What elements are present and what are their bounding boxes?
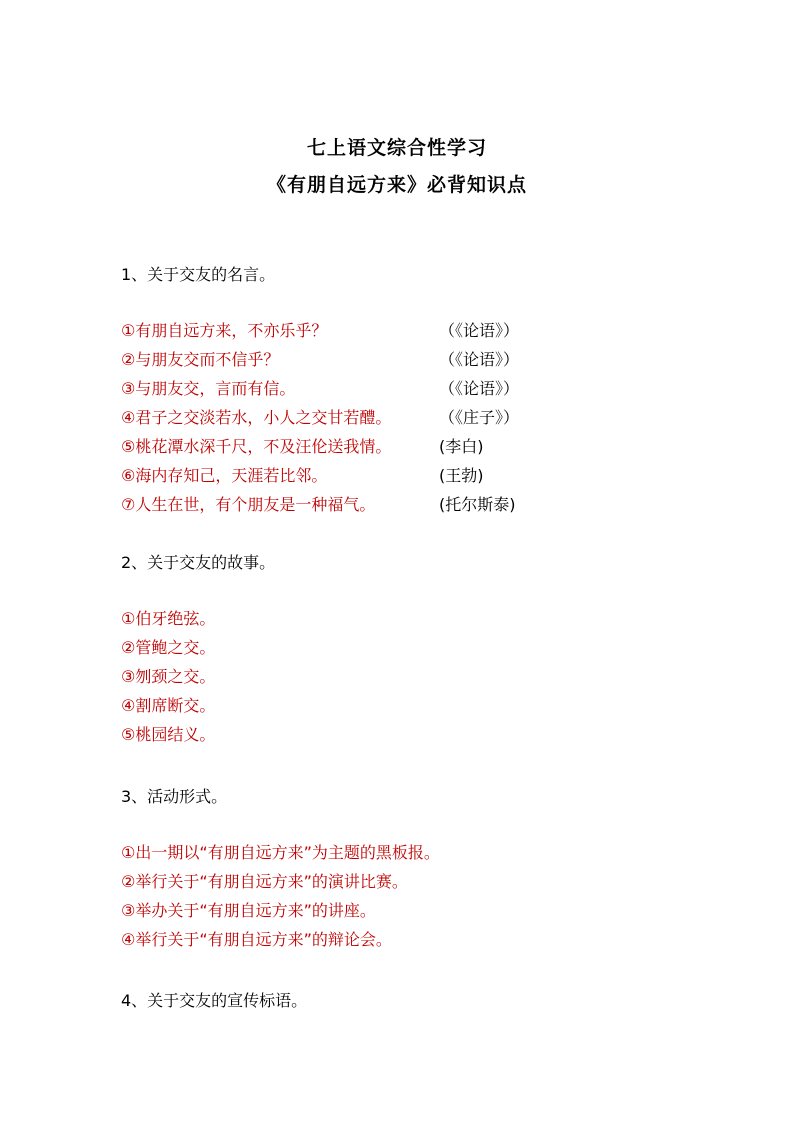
quote-text: ①有朋自远方来，不亦乐乎？: [121, 321, 328, 340]
activity-item: ④举行关于“有朋自远方来”的辩论会。: [121, 930, 392, 949]
document-title: 七上语文综合性学习: [306, 137, 487, 159]
story-item: ②管鲍之交。: [121, 638, 216, 657]
quote-source: (李白): [439, 437, 484, 456]
section-heading-slogans: 4、关于交友的宣传标语。: [121, 991, 308, 1010]
section-heading-activities: 3、活动形式。: [121, 787, 228, 806]
quote-text: ⑥海内存知己，天涯若比邻。: [121, 466, 328, 485]
quote-source: （《论语》）: [439, 321, 520, 340]
quote-text: ③与朋友交，言而有信。: [121, 379, 296, 398]
section-heading-quotes: 1、关于交友的名言。: [121, 265, 276, 284]
section-heading-stories: 2、关于交友的故事。: [121, 553, 276, 572]
quote-source: （《论语》）: [439, 350, 520, 369]
quote-source: （《论语》）: [439, 379, 520, 398]
activity-item: ①出一期以“有朋自远方来”为主题的黑板报。: [121, 843, 440, 862]
document-subtitle: 《有朋自远方来》必背知识点: [266, 174, 527, 196]
quote-source: (托尔斯泰): [439, 495, 516, 514]
quote-source: （《庄子》）: [439, 408, 520, 427]
activity-item: ②举行关于“有朋自远方来”的演讲比赛。: [121, 872, 408, 891]
story-item: ③刎颈之交。: [121, 667, 216, 686]
activity-item: ③举办关于“有朋自远方来”的讲座。: [121, 901, 376, 920]
quote-source: (王勃): [439, 466, 484, 485]
story-item: ①伯牙绝弦。: [121, 609, 216, 628]
quote-text: ④君子之交淡若水，小人之交甘若醴。: [121, 408, 392, 427]
quote-text: ②与朋友交而不信乎？: [121, 350, 280, 369]
story-item: ④割席断交。: [121, 696, 216, 715]
quote-text: ⑤桃花潭水深千尺，不及汪伦送我情。: [121, 437, 392, 456]
quote-text: ⑦人生在世，有个朋友是一种福气。: [121, 495, 376, 514]
story-item: ⑤桃园结义。: [121, 725, 216, 744]
